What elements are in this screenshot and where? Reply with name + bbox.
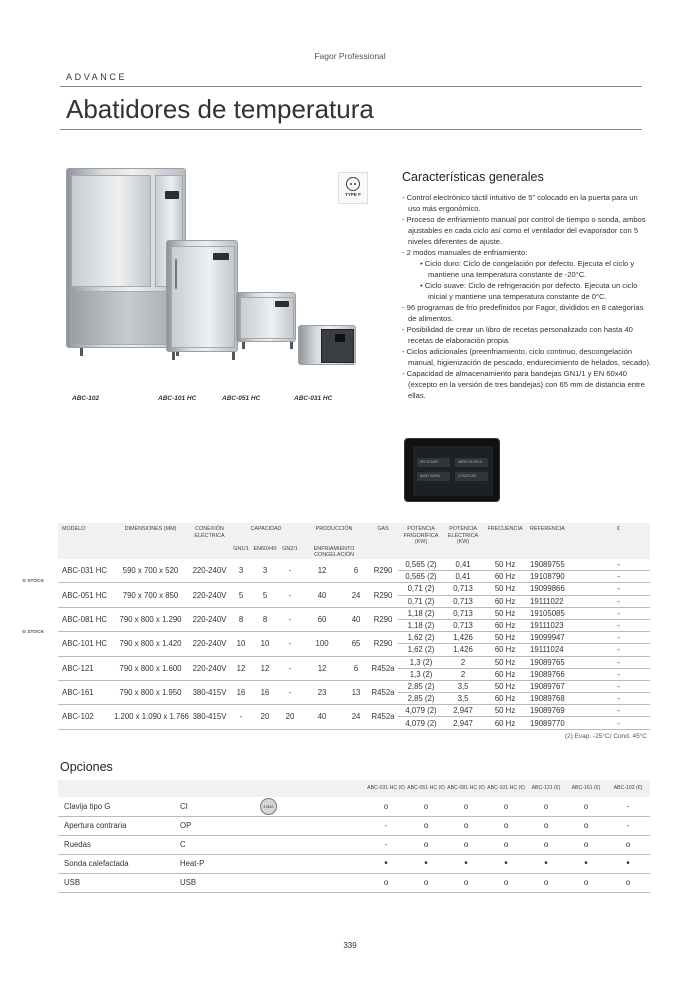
col-precio: € [586, 523, 650, 546]
cell-pot-frig: 1,18 (2) [398, 607, 444, 619]
option-value: o [406, 873, 446, 892]
cell-gn11: 8 [232, 607, 250, 631]
cell-ref: 19089767 [528, 680, 586, 692]
option-value: o [606, 873, 650, 892]
cell-cong: 40 [344, 607, 368, 631]
cell-price: - [586, 680, 650, 692]
cell-conn: 380-415V [187, 705, 232, 729]
cell-price: - [586, 717, 650, 729]
page-number: 339 [343, 941, 357, 950]
col-en60x40: EN60X40 [250, 546, 280, 559]
cell-gn21: - [280, 607, 300, 631]
cell-conn: 220-240V [187, 559, 232, 583]
cell-pot-frig: 1,3 (2) [398, 656, 444, 668]
cell-price: - [586, 583, 650, 595]
option-value: o [486, 797, 526, 816]
cell-freq: 50 Hz [482, 705, 528, 717]
cabinet-abc-051 [236, 292, 296, 342]
option-name: Ruedas [58, 835, 174, 854]
controller-button: RECETARIO [417, 458, 450, 467]
cell-freq: 50 Hz [482, 583, 528, 595]
controller-button: CONGELAR [455, 472, 488, 481]
cell-pot-elec: 0,41 [444, 571, 482, 583]
table-row [58, 835, 650, 854]
option-value: o [566, 835, 606, 854]
option-value: o [446, 797, 486, 816]
option-value: • [446, 854, 486, 873]
option-value: o [486, 835, 526, 854]
header-rule-bottom [60, 129, 642, 130]
cell-conn: 220-240V [187, 607, 232, 631]
cell-gas: R290 [368, 583, 398, 607]
cell-gn11: 12 [232, 656, 250, 680]
cell-ref: 19089766 [528, 668, 586, 680]
option-value: o [526, 835, 566, 854]
cell-pot-elec: 3,5 [444, 693, 482, 705]
opt-col: ABC-081 HC (€) [446, 780, 486, 797]
brand-name: Fagor Professional [314, 51, 386, 61]
cell-price: - [586, 632, 650, 644]
cell-pot-frig: 2,85 (2) [398, 693, 444, 705]
cell-enf: 60 [300, 607, 344, 631]
cell-price: - [586, 559, 650, 571]
col-pot-elec: POTENCIA ELÉCTRICA (KW) [444, 523, 482, 546]
cell-gas: R452a [368, 680, 398, 704]
spec-footnote: (2) Evap. -25°C/ Cond. 45°C [564, 733, 647, 740]
delivery-badge-icon: 3 DÍAS [260, 798, 277, 815]
controller-button: BAÑO MARÍA [417, 472, 450, 481]
cell-ref: 19089755 [528, 559, 586, 571]
cell-gn21: - [280, 632, 300, 656]
options-title: Opciones [60, 760, 113, 774]
option-value: - [606, 816, 650, 835]
cell-conn: 220-240V [187, 656, 232, 680]
option-value: • [406, 854, 446, 873]
option-value: o [566, 873, 606, 892]
cell-pot-elec: 0,41 [444, 559, 482, 571]
cell-pot-elec: 0,713 [444, 583, 482, 595]
cell-cong: 6 [344, 559, 368, 583]
table-row [58, 559, 650, 571]
cell-price: - [586, 668, 650, 680]
feature-item: - 96 programas de frío predefinidos por Fagor, divididos en 8 categorías de alimentos. [402, 303, 644, 323]
cell-pot-elec: 3,5 [444, 680, 482, 692]
option-code: OP [174, 816, 258, 835]
cell-pot-frig: 1,62 (2) [398, 644, 444, 656]
cell-pot-elec: 0,713 [444, 619, 482, 631]
cell-price: - [586, 693, 650, 705]
cell-pot-frig: 2,85 (2) [398, 680, 444, 692]
cell-gas: R452a [368, 656, 398, 680]
cell-ref: 19089768 [528, 693, 586, 705]
option-value: o [606, 835, 650, 854]
cell-model: ABC-051 HC [58, 583, 114, 607]
cell-dims: 790 x 800 x 1.600 [114, 656, 187, 680]
cell-price: - [586, 644, 650, 656]
option-value: o [526, 873, 566, 892]
cell-dims: 790 x 800 x 1.290 [114, 607, 187, 631]
cabinet-abc-101 [166, 240, 238, 352]
table-row [58, 607, 650, 619]
option-value: • [566, 854, 606, 873]
option-value: o [406, 835, 446, 854]
feature-item: - Posibilidad de crear un libro de recetas personalizado con hasta 40 recetas de elaboración propia. [402, 325, 633, 345]
cell-gn11: 5 [232, 583, 250, 607]
cell-ref: 19111024 [528, 644, 586, 656]
cell-cong: 6 [344, 656, 368, 680]
cell-price: - [586, 595, 650, 607]
cell-freq: 60 Hz [482, 595, 528, 607]
cell-enf: 23 [300, 680, 344, 704]
option-value: - [606, 797, 650, 816]
cell-price: - [586, 607, 650, 619]
option-value: • [486, 854, 526, 873]
features-title: Características generales [402, 170, 544, 184]
feature-subitem: • Ciclo duro: Ciclo de congelación por defecto. Ejecuta el ciclo y mantiene una temperatura constante de -20°C. [420, 259, 635, 279]
stock-badge: ⊙ STOCK [22, 630, 45, 635]
col-modelo: MODELO [58, 523, 114, 546]
feature-item: - 2 modos manuales de enfriamiento: [402, 248, 528, 257]
stock-label: STOCK [27, 630, 45, 635]
option-value: o [446, 873, 486, 892]
option-value: o [566, 797, 606, 816]
table-row [58, 816, 650, 835]
cell-enf: 12 [300, 656, 344, 680]
option-value: o [406, 816, 446, 835]
cell-freq: 50 Hz [482, 632, 528, 644]
option-name: Apertura contraria [58, 816, 174, 835]
cell-gn21: - [280, 559, 300, 583]
table-row [58, 632, 650, 644]
col-produccion: PRODUCCIÓN [300, 523, 368, 546]
cell-conn: 220-240V [187, 632, 232, 656]
cell-gn11: 16 [232, 680, 250, 704]
option-value: - [366, 816, 406, 835]
cell-ref: 19089769 [528, 705, 586, 717]
cell-conn: 220-240V [187, 583, 232, 607]
table-row [58, 854, 650, 873]
options-table [58, 780, 650, 893]
cell-gas: R290 [368, 559, 398, 583]
option-value: - [366, 835, 406, 854]
option-value: o [566, 816, 606, 835]
option-name: USB [58, 873, 174, 892]
cell-gn21: - [280, 680, 300, 704]
cell-pot-frig: 0,71 (2) [398, 595, 444, 607]
cell-pot-elec: 2,947 [444, 717, 482, 729]
cell-pot-elec: 2 [444, 656, 482, 668]
product-label-abc-101hc: ABC-101 HC [158, 395, 197, 402]
cell-model: ABC-031 HC [58, 559, 114, 583]
cell-freq: 50 Hz [482, 656, 528, 668]
cell-price: - [586, 619, 650, 631]
col-pot-frig: POTENCIA FRIGORÍFICA (KW) [398, 523, 444, 546]
cell-pot-frig: 1,62 (2) [398, 632, 444, 644]
option-value: o [486, 816, 526, 835]
cell-pot-elec: 1,426 [444, 632, 482, 644]
col-prod-sub: ENFRIAMIENTO CONGELACIÓN [300, 546, 368, 559]
cell-pot-frig: 0,71 (2) [398, 583, 444, 595]
cell-freq: 60 Hz [482, 644, 528, 656]
cabinet-abc-031 [298, 325, 356, 365]
table-row [58, 656, 650, 668]
option-name: Sonda calefactada [58, 854, 174, 873]
cell-model: ABC-081 HC [58, 607, 114, 631]
cell-pot-frig: 4,079 (2) [398, 717, 444, 729]
cell-freq: 50 Hz [482, 559, 528, 571]
cell-model: ABC-102 [58, 705, 114, 729]
option-code: Heat-P [174, 854, 258, 873]
spec-table [58, 523, 650, 730]
feature-item: - Ciclos adicionales (preenfriamiento, ciclo continuo, descongelación manual, higienización de pescado, endurecimiento de helados, secado). [402, 347, 652, 367]
cell-freq: 50 Hz [482, 680, 528, 692]
cell-gas: R290 [368, 632, 398, 656]
option-code: CI [174, 797, 258, 816]
cell-ref: 19111023 [528, 619, 586, 631]
cell-en: 10 [250, 632, 280, 656]
cell-price: - [586, 705, 650, 717]
cell-model: ABC-161 [58, 680, 114, 704]
option-code: C [174, 835, 258, 854]
option-value: o [366, 797, 406, 816]
col-referencia: REFERENCIA [528, 523, 586, 546]
option-value: o [446, 816, 486, 835]
table-row [58, 705, 650, 717]
cell-freq: 60 Hz [482, 619, 528, 631]
option-value: o [366, 873, 406, 892]
cell-gn11: 10 [232, 632, 250, 656]
opt-col: ABC-121 (€) [526, 780, 566, 797]
product-label-abc-051hc: ABC-051 HC [222, 395, 261, 402]
cell-en: 16 [250, 680, 280, 704]
controller-screen [413, 446, 493, 496]
cell-freq: 60 Hz [482, 571, 528, 583]
cell-ref: 19099866 [528, 583, 586, 595]
cell-en: 5 [250, 583, 280, 607]
cell-enf: 40 [300, 705, 344, 729]
product-label-abc-031hc: ABC-031 HC [294, 395, 333, 402]
cell-enf: 40 [300, 583, 344, 607]
cell-price: - [586, 656, 650, 668]
col-conexion: CONEXIÓN ELÉCTRICA [187, 523, 232, 546]
cell-pot-frig: 1,18 (2) [398, 619, 444, 631]
cell-cong: 13 [344, 680, 368, 704]
cell-cong: 24 [344, 705, 368, 729]
cell-pot-frig: 1,3 (2) [398, 668, 444, 680]
plug-type-f-icon [338, 172, 368, 204]
cell-dims: 790 x 800 x 1.420 [114, 632, 187, 656]
cell-freq: 60 Hz [482, 693, 528, 705]
cell-model: ABC-101 HC [58, 632, 114, 656]
cell-dims: 790 x 700 x 850 [114, 583, 187, 607]
cell-ref: 19105085 [528, 607, 586, 619]
cell-freq: 50 Hz [482, 607, 528, 619]
option-name: Clavija tipo G [58, 797, 174, 816]
cell-enf: 100 [300, 632, 344, 656]
cell-pot-elec: 2,947 [444, 705, 482, 717]
cell-gn11: 3 [232, 559, 250, 583]
cell-pot-elec: 2 [444, 668, 482, 680]
table-row [58, 797, 650, 816]
product-image [58, 160, 368, 400]
option-value: o [486, 873, 526, 892]
option-code: USB [174, 873, 258, 892]
cell-price: - [586, 571, 650, 583]
cell-dims: 790 x 800 x 1.950 [114, 680, 187, 704]
cell-ref: 19089765 [528, 656, 586, 668]
table-row [58, 583, 650, 595]
cell-pot-elec: 0,713 [444, 607, 482, 619]
cell-gn11: - [232, 705, 250, 729]
col-gn11: GN1/1 [232, 546, 250, 559]
feature-item: - Control electrónico táctil intuitivo de 5" colocado en la puerta para un uso más ergonómico. [402, 193, 638, 213]
cell-conn: 380-415V [187, 680, 232, 704]
opt-col: ABC-051 HC (€) [406, 780, 446, 797]
option-value: • [526, 854, 566, 873]
cell-gas: R290 [368, 607, 398, 631]
opt-col: ABC-031 HC (€) [366, 780, 406, 797]
header-rule-top [60, 86, 642, 87]
cell-en: 12 [250, 656, 280, 680]
features-list [402, 192, 652, 401]
cell-en: 3 [250, 559, 280, 583]
product-label-abc-102: ABC-102 [72, 395, 100, 402]
option-value: • [606, 854, 650, 873]
cell-gn21: - [280, 583, 300, 607]
cell-pot-elec: 1,426 [444, 644, 482, 656]
cell-pot-elec: 0,713 [444, 595, 482, 607]
cell-gas: R452a [368, 705, 398, 729]
cell-freq: 60 Hz [482, 668, 528, 680]
opt-col: ABC-102 (€) [606, 780, 650, 797]
table-row [58, 680, 650, 692]
cell-ref: 19108790 [528, 571, 586, 583]
col-dimensiones: DIMENSIONES (MM) [114, 523, 187, 546]
cell-gn21: - [280, 656, 300, 680]
col-gn21: GN2/1 [280, 546, 300, 559]
cell-model: ABC-121 [58, 656, 114, 680]
feature-item: - Capacidad de almacenamiento para bandejas GN1/1 y EN 60x40 (excepto en la versión de tres bandejas) con 65 mm de distancia entre ellas. [402, 369, 645, 400]
plug-type-label: TYPE F [345, 192, 361, 197]
feature-item: - Proceso de enfriamiento manual por control de tiempo o sonda, ambos ajustables en cada ciclo así como el ventilador del evaporador con 5 niveles diferentes de ajuste. [402, 215, 646, 246]
page-title: Abatidores de temperatura [66, 94, 374, 124]
cell-ref: 19111022 [528, 595, 586, 607]
stock-badge: ⊙ STOCK [22, 579, 45, 584]
col-frecuencia: FRECUENCIA [482, 523, 528, 546]
col-gas: GAS [368, 523, 398, 546]
cell-cong: 24 [344, 583, 368, 607]
opt-col: ABC-101 HC (€) [486, 780, 526, 797]
cell-enf: 12 [300, 559, 344, 583]
table-row [58, 873, 650, 892]
cell-pot-frig: 0,565 (2) [398, 571, 444, 583]
option-value: o [526, 816, 566, 835]
option-value: o [406, 797, 446, 816]
stock-label: STOCK [27, 579, 45, 584]
cell-ref: 19089770 [528, 717, 586, 729]
feature-subitem: • Ciclo suave: Ciclo de refrigeración por defecto. Ejecuta un ciclo inicial y mantiene una temperatura constante de 0°C. [420, 281, 638, 301]
touch-controller-image [404, 438, 500, 502]
cell-dims: 1.200 x 1.090 x 1.766 [114, 705, 187, 729]
controller-button: ABRIR FILTROS [455, 458, 488, 467]
cell-gn21: 20 [280, 705, 300, 729]
cell-freq: 60 Hz [482, 717, 528, 729]
col-capacidad: CAPACIDAD [232, 523, 300, 546]
option-value: o [526, 797, 566, 816]
opt-col: ABC-161 (€) [566, 780, 606, 797]
cell-cong: 65 [344, 632, 368, 656]
cell-pot-frig: 0,565 (2) [398, 559, 444, 571]
cell-ref: 19099947 [528, 632, 586, 644]
cell-pot-frig: 4,079 (2) [398, 705, 444, 717]
section-label: ADVANCE [66, 72, 128, 82]
cell-dims: 590 x 700 x 520 [114, 559, 187, 583]
option-value: • [366, 854, 406, 873]
cell-en: 20 [250, 705, 280, 729]
option-value: o [446, 835, 486, 854]
cell-en: 8 [250, 607, 280, 631]
